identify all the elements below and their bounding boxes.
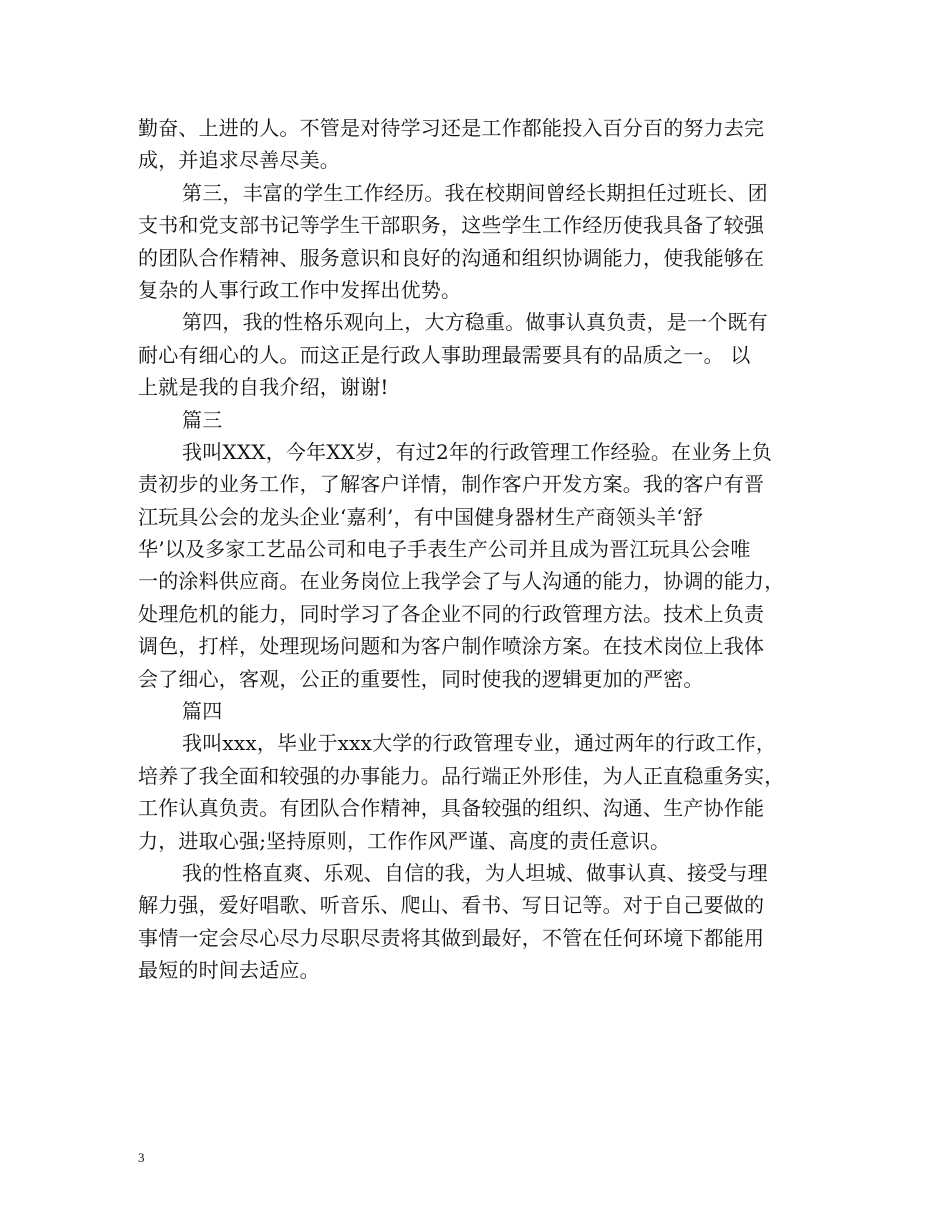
page-number: 3 — [138, 1150, 145, 1165]
text-line: 处理危机的能力，同时学习了各企业不同的行政管理方法。技术上负责 — [138, 601, 765, 626]
text-line: 耐心有细心的人。而这正是行政人事助理最需要具有的品质之一。 以 — [138, 342, 751, 367]
text-line: 的团队合作精神、服务意识和良好的沟通和组织协调能力，使我能够在 — [138, 245, 765, 270]
text-line: 篇四 — [182, 699, 223, 724]
text-line: 支书和党支部书记等学生干部职务，这些学生工作经历使我具备了较强 — [138, 213, 765, 238]
text-line: 第三，丰富的学生工作经历。我在校期间曾经长期担任过班长、团 — [182, 180, 768, 205]
text-line: 一的涂料供应商。在业务岗位上我学会了与人沟通的能力，协调的能力， — [138, 569, 785, 594]
text-line: 工作认真负责。有团队合作精神，具备较强的组织、沟通、生产协作能 — [138, 796, 765, 821]
text-line: 成，并追求尽善尽美。 — [138, 148, 340, 173]
text-line: 力，进取心强;坚持原则，工作作风严谨、高度的责任意识。 — [138, 828, 671, 853]
text-line: 解力强，爱好唱歌、听音乐、爬山、看书、写日记等。对于自己要做的 — [138, 893, 765, 918]
text-line: 最短的时间去适应。 — [138, 958, 320, 983]
text-line: 事情一定会尽心尽力尽职尽责将其做到最好，不管在任何环境下都能用 — [138, 925, 765, 950]
text-line: 上就是我的自我介绍，谢谢! — [138, 375, 389, 400]
text-line: 勤奋、上进的人。不管是对待学习还是工作都能投入百分百的努力去完 — [138, 116, 765, 140]
text-line: 江玩具公会的龙头企业‘嘉利’，有中国健身器材生产商领头羊‘舒 — [138, 504, 704, 529]
text-line: 培养了我全面和较强的办事能力。品行端正外形佳，为人正直稳重务实， — [138, 763, 785, 788]
text-line: 调色，打样，处理现场问题和为客户制作喷涂方案。在技术岗位上我体 — [138, 634, 765, 659]
document-body — [138, 112, 814, 987]
text-line: 篇三 — [182, 407, 223, 432]
text-line: 我叫xxx，毕业于xxx大学的行政管理专业，通过两年的行政工作， — [182, 731, 777, 756]
text-line: 责初步的业务工作，了解客户详情，制作客户开发方案。我的客户有晋 — [138, 472, 765, 497]
text-line: 会了细心，客观，公正的重要性，同时使我的逻辑更加的严密。 — [138, 666, 704, 691]
text-line: 我的性格直爽、乐观、自信的我，为人坦城、做事认真、接受与理 — [182, 860, 768, 885]
text-line: 第四，我的性格乐观向上，大方稳重。做事认真负责，是一个既有 — [182, 310, 768, 335]
text-line: 华’以及多家工艺品公司和电子手表生产公司并且成为晋江玩具公会唯 — [138, 537, 751, 562]
text-line: 我叫XXX，今年XX岁，有过2年的行政管理工作经验。在业务上负 — [182, 439, 773, 464]
text-line: 复杂的人事行政工作中发挥出优势。 — [138, 277, 462, 302]
